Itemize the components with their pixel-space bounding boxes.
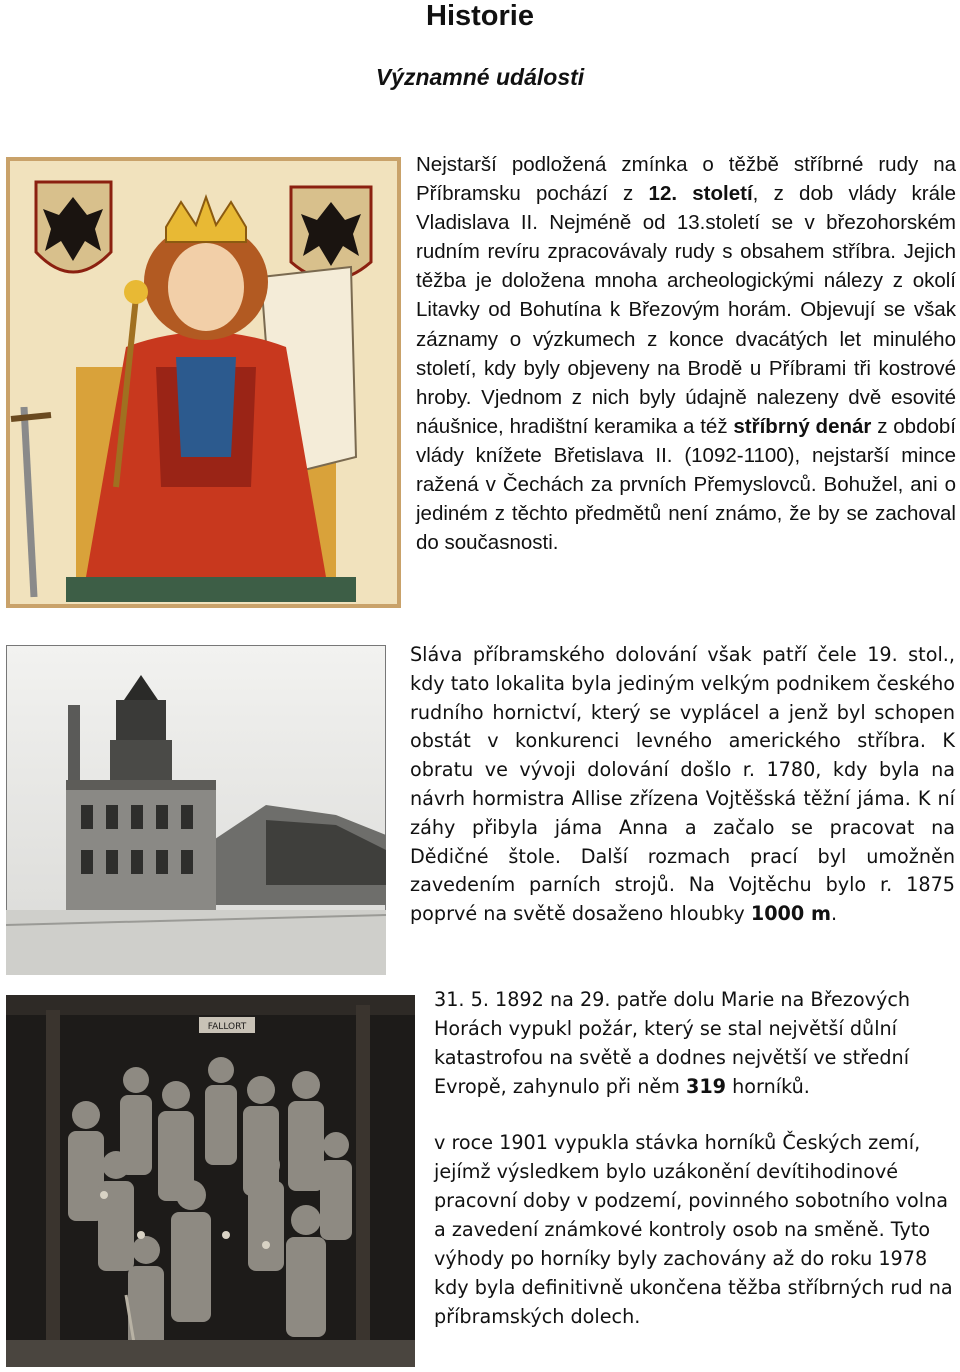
mine-sign-text: FALLORT [207,1022,247,1032]
mine-tower-photo [6,645,386,975]
paragraph-1892-fire: 31. 5. 1892 na 29. patře dolu Marie na Březových Horách vypukl požár, který se stal největší důlní katastrofou na světě a dodnes největší ve střední Evropě, zahynulo při něm 319 horníků. [434,988,911,1098]
paragraph-1901-strike: v roce 1901 vypukla stávka horníků Českých zemí, jejímž výsledkem bylo uzákonění devítihodinové pracovní doby v podzemí, povinného sobotního volna a zavedení známkové kontroly osob na směně. Tyto výhody po horníky byly zachovány až do roku 1978 kdy byla definitivně ukončena těžba stříbrných rud na příbramských dolech. [434,1131,953,1328]
paragraph-19th-century: Sláva příbramského dolování však patří čele 19. stol., kdy tato lokalita byla jediným velkým podnikem českého rudního hornictví, který se vyplácel a jenž byl schopen obstát v konkurenci levného amerického stříbra. K obratu ve vývoji dolování došlo r. 1780, kdy byla na návrh hormistra Allise zřízena Vojtěšská těžní jáma. K ní záhy přibyla jáma Anna a začalo se pracovat na Dědičné štole. Další rozmach prací byl umožněn zavedením parních strojů. Na Vojtěchu bylo r. 1875 poprvé na světě dosaženo hloubky 1000 m. [410,643,955,926]
miners-group-photo [6,995,415,1367]
page-title: Historie [426,0,534,32]
section-subtitle: Významné události [375,64,585,90]
paragraph-oldest-mention: Nejstarší podložená zmínka o těžbě stříbrné rudy na Příbramsku pochází z 12. století, z dob vlády krále Vladislava II. Nejméně od 13.století se v březohorském rudním revíru zpracovávaly rudy s obsahem stříbra. Jejich těžba je doložena mnoha archeologickými nálezy z okolí Litavky od Bohutína k Březovým horám. Objevují se však záznamy o výzkumech z konce dvacátých let minulého století, kdy byly objeveny na Brodě u Příbrami tři kostrové hroby. Vjednom z nich byly údajně nalezeny dvě esovité náušnice, hradištní keramika a též stříbrný denár z období vlády knížete Břetislava II. (1092-1100), nejstarší mince ražená v Čechách za prvních Přemyslovců. Bohužel, ani o jediném z těchto předmětů není známo, že by se zachoval do současnosti. [416,153,956,555]
king-illustration [6,157,401,608]
